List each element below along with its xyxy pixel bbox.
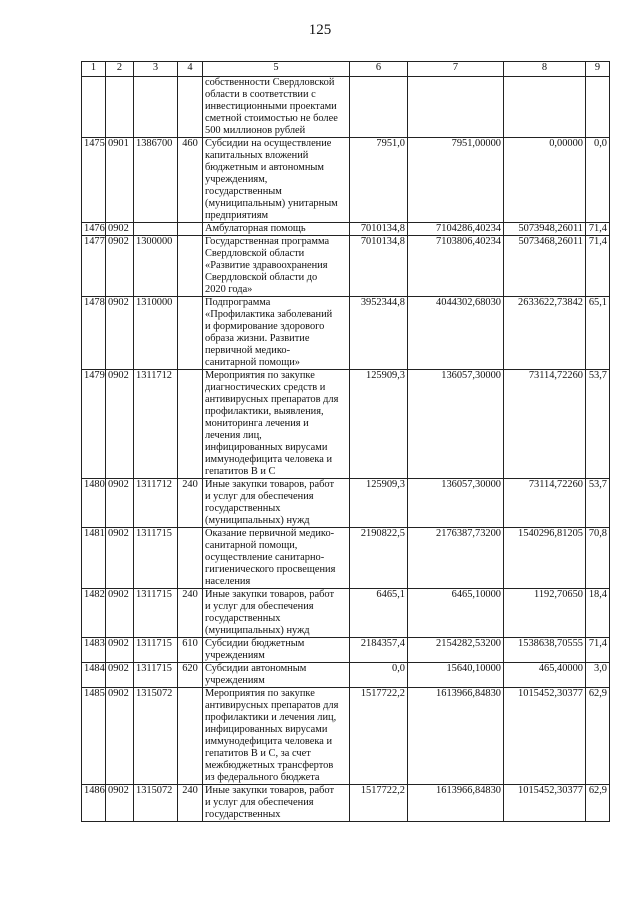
row-number-cell: 1483 bbox=[82, 638, 106, 663]
table-row bbox=[82, 589, 610, 638]
row-number-cell: 1482 bbox=[82, 589, 106, 638]
expense-type-cell bbox=[178, 223, 203, 236]
approved-amount-cell bbox=[350, 77, 408, 138]
approved-amount-cell: 2184357,4 bbox=[350, 638, 408, 663]
approved-amount-cell: 7951,0 bbox=[350, 138, 408, 223]
executed-amount-cell: 1015452,30377 bbox=[504, 688, 586, 785]
description-cell: Иные закупки товаров, работ и услуг для обеспечения государственных (муниципальных) нужд bbox=[203, 479, 350, 528]
description-cell: Субсидии на осуществление капитальных вложений бюджетным и автономным учреждениям, государственным (муниципальным) унитарным предприятиям bbox=[203, 138, 350, 223]
header-cell: 7 bbox=[408, 62, 504, 77]
target-code-cell: 1386700 bbox=[134, 138, 178, 223]
table-row bbox=[82, 223, 610, 236]
target-code-cell: 1311715 bbox=[134, 528, 178, 589]
table-row bbox=[82, 138, 610, 223]
percent-cell: 62,9 bbox=[586, 785, 610, 822]
section-code-cell: 0902 bbox=[106, 236, 134, 297]
row-number-cell: 1479 bbox=[82, 370, 106, 479]
target-code-cell: 1311712 bbox=[134, 479, 178, 528]
percent-cell: 62,9 bbox=[586, 688, 610, 785]
section-code-cell: 0902 bbox=[106, 528, 134, 589]
expense-type-cell: 240 bbox=[178, 785, 203, 822]
expense-type-cell bbox=[178, 528, 203, 589]
table-row bbox=[82, 785, 610, 822]
expense-type-cell: 240 bbox=[178, 589, 203, 638]
row-number-cell: 1477 bbox=[82, 236, 106, 297]
executed-amount-cell: 73114,72260 bbox=[504, 370, 586, 479]
percent-cell: 0,0 bbox=[586, 138, 610, 223]
header-cell: 1 bbox=[82, 62, 106, 77]
target-code-cell: 1315072 bbox=[134, 688, 178, 785]
percent-cell: 71,4 bbox=[586, 236, 610, 297]
section-code-cell: 0902 bbox=[106, 638, 134, 663]
expense-type-cell bbox=[178, 688, 203, 785]
row-number-cell: 1475 bbox=[82, 138, 106, 223]
description-cell: Иные закупки товаров, работ и услуг для обеспечения государственных (муниципальных) нужд bbox=[203, 589, 350, 638]
description-cell: Амбулаторная помощь bbox=[203, 223, 350, 236]
expense-type-cell: 620 bbox=[178, 663, 203, 688]
percent-cell: 18,4 bbox=[586, 589, 610, 638]
approved-amount-cell: 6465,1 bbox=[350, 589, 408, 638]
table-row bbox=[82, 297, 610, 370]
approved-amount-cell: 125909,3 bbox=[350, 370, 408, 479]
approved-amount-cell: 2190822,5 bbox=[350, 528, 408, 589]
description-cell: Субсидии автономным учреждениям bbox=[203, 663, 350, 688]
percent-cell: 71,4 bbox=[586, 638, 610, 663]
table-row bbox=[82, 638, 610, 663]
planned-amount-cell: 15640,10000 bbox=[408, 663, 504, 688]
planned-amount-cell: 1613966,84830 bbox=[408, 688, 504, 785]
executed-amount-cell: 465,40000 bbox=[504, 663, 586, 688]
planned-amount-cell: 1613966,84830 bbox=[408, 785, 504, 822]
approved-amount-cell: 1517722,2 bbox=[350, 688, 408, 785]
row-number-cell: 1481 bbox=[82, 528, 106, 589]
row-number-cell: 1478 bbox=[82, 297, 106, 370]
header-cell: 6 bbox=[350, 62, 408, 77]
percent-cell: 53,7 bbox=[586, 479, 610, 528]
row-number-cell bbox=[82, 77, 106, 138]
executed-amount-cell: 1538638,70555 bbox=[504, 638, 586, 663]
description-cell: Субсидии бюджетным учреждениям bbox=[203, 638, 350, 663]
planned-amount-cell: 2154282,53200 bbox=[408, 638, 504, 663]
planned-amount-cell: 7103806,40234 bbox=[408, 236, 504, 297]
table-row bbox=[82, 479, 610, 528]
expense-type-cell bbox=[178, 297, 203, 370]
executed-amount-cell: 5073948,26011 bbox=[504, 223, 586, 236]
percent-cell: 3,0 bbox=[586, 663, 610, 688]
header-cell: 5 bbox=[203, 62, 350, 77]
executed-amount-cell: 1192,70650 bbox=[504, 589, 586, 638]
planned-amount-cell: 136057,30000 bbox=[408, 370, 504, 479]
section-code-cell: 0902 bbox=[106, 785, 134, 822]
executed-amount-cell: 73114,72260 bbox=[504, 479, 586, 528]
executed-amount-cell: 5073468,26011 bbox=[504, 236, 586, 297]
approved-amount-cell: 7010134,8 bbox=[350, 236, 408, 297]
table-header-row bbox=[82, 62, 610, 77]
planned-amount-cell bbox=[408, 77, 504, 138]
approved-amount-cell: 7010134,8 bbox=[350, 223, 408, 236]
target-code-cell bbox=[134, 223, 178, 236]
description-cell: Оказание первичной медико- санитарной помощи, осуществление санитарно- гигиенического просвещения населения bbox=[203, 528, 350, 589]
section-code-cell: 0902 bbox=[106, 370, 134, 479]
section-code-cell: 0902 bbox=[106, 479, 134, 528]
row-number-cell: 1486 bbox=[82, 785, 106, 822]
row-number-cell: 1484 bbox=[82, 663, 106, 688]
approved-amount-cell: 125909,3 bbox=[350, 479, 408, 528]
executed-amount-cell: 1015452,30377 bbox=[504, 785, 586, 822]
approved-amount-cell: 0,0 bbox=[350, 663, 408, 688]
executed-amount-cell: 1540296,81205 bbox=[504, 528, 586, 589]
table-row bbox=[82, 77, 610, 138]
table-row bbox=[82, 236, 610, 297]
expense-type-cell bbox=[178, 236, 203, 297]
budget-table bbox=[81, 61, 610, 822]
target-code-cell: 1315072 bbox=[134, 785, 178, 822]
header-cell: 2 bbox=[106, 62, 134, 77]
target-code-cell: 1311715 bbox=[134, 638, 178, 663]
planned-amount-cell: 2176387,73200 bbox=[408, 528, 504, 589]
percent-cell: 65,1 bbox=[586, 297, 610, 370]
percent-cell: 71,4 bbox=[586, 223, 610, 236]
expense-type-cell: 610 bbox=[178, 638, 203, 663]
planned-amount-cell: 136057,30000 bbox=[408, 479, 504, 528]
description-cell: Иные закупки товаров, работ и услуг для обеспечения государственных bbox=[203, 785, 350, 822]
percent-cell: 53,7 bbox=[586, 370, 610, 479]
page-number: 125 bbox=[308, 22, 332, 38]
approved-amount-cell: 3952344,8 bbox=[350, 297, 408, 370]
description-cell: собственности Свердловской области в соответствии с инвестиционными проектами сметной стоимостью не более 500 миллионов рублей bbox=[203, 77, 350, 138]
header-cell: 9 bbox=[586, 62, 610, 77]
description-cell: Подпрограмма «Профилактика заболеваний и формирование здорового образа жизни. Развитие первичной медико- санитарной помощи» bbox=[203, 297, 350, 370]
section-code-cell: 0902 bbox=[106, 223, 134, 236]
section-code-cell: 0902 bbox=[106, 297, 134, 370]
planned-amount-cell: 6465,10000 bbox=[408, 589, 504, 638]
table-row bbox=[82, 528, 610, 589]
header-cell: 3 bbox=[134, 62, 178, 77]
section-code-cell bbox=[106, 77, 134, 138]
row-number-cell: 1485 bbox=[82, 688, 106, 785]
expense-type-cell bbox=[178, 77, 203, 138]
expense-type-cell bbox=[178, 370, 203, 479]
planned-amount-cell: 4044302,68030 bbox=[408, 297, 504, 370]
planned-amount-cell: 7951,00000 bbox=[408, 138, 504, 223]
description-cell: Мероприятия по закупке диагностических средств и антивирусных препаратов для профилактики, выявления, мониторинга лечения и лечения лиц, инфицированных вирусами иммунодефицита человека и гепатитов В и С bbox=[203, 370, 350, 479]
target-code-cell: 1310000 bbox=[134, 297, 178, 370]
header-cell: 4 bbox=[178, 62, 203, 77]
target-code-cell bbox=[134, 77, 178, 138]
percent-cell: 70,8 bbox=[586, 528, 610, 589]
percent-cell bbox=[586, 77, 610, 138]
row-number-cell: 1480 bbox=[82, 479, 106, 528]
section-code-cell: 0902 bbox=[106, 663, 134, 688]
target-code-cell: 1311715 bbox=[134, 663, 178, 688]
target-code-cell: 1300000 bbox=[134, 236, 178, 297]
table-row bbox=[82, 688, 610, 785]
section-code-cell: 0902 bbox=[106, 589, 134, 638]
section-code-cell: 0901 bbox=[106, 138, 134, 223]
executed-amount-cell bbox=[504, 77, 586, 138]
table-row bbox=[82, 370, 610, 479]
table-row bbox=[82, 663, 610, 688]
expense-type-cell: 240 bbox=[178, 479, 203, 528]
expense-type-cell: 460 bbox=[178, 138, 203, 223]
approved-amount-cell: 1517722,2 bbox=[350, 785, 408, 822]
header-cell: 8 bbox=[504, 62, 586, 77]
row-number-cell: 1476 bbox=[82, 223, 106, 236]
planned-amount-cell: 7104286,40234 bbox=[408, 223, 504, 236]
target-code-cell: 1311715 bbox=[134, 589, 178, 638]
description-cell: Государственная программа Свердловской области «Развитие здравоохранения Свердловской области до 2020 года» bbox=[203, 236, 350, 297]
target-code-cell: 1311712 bbox=[134, 370, 178, 479]
executed-amount-cell: 2633622,73842 bbox=[504, 297, 586, 370]
section-code-cell: 0902 bbox=[106, 688, 134, 785]
description-cell: Мероприятия по закупке антивирусных препаратов для профилактики и лечения лиц, инфицированных вирусами иммунодефицита человека и гепатитов В и С, за счет межбюджетных трансфертов из федерального бюджета bbox=[203, 688, 350, 785]
executed-amount-cell: 0,00000 bbox=[504, 138, 586, 223]
